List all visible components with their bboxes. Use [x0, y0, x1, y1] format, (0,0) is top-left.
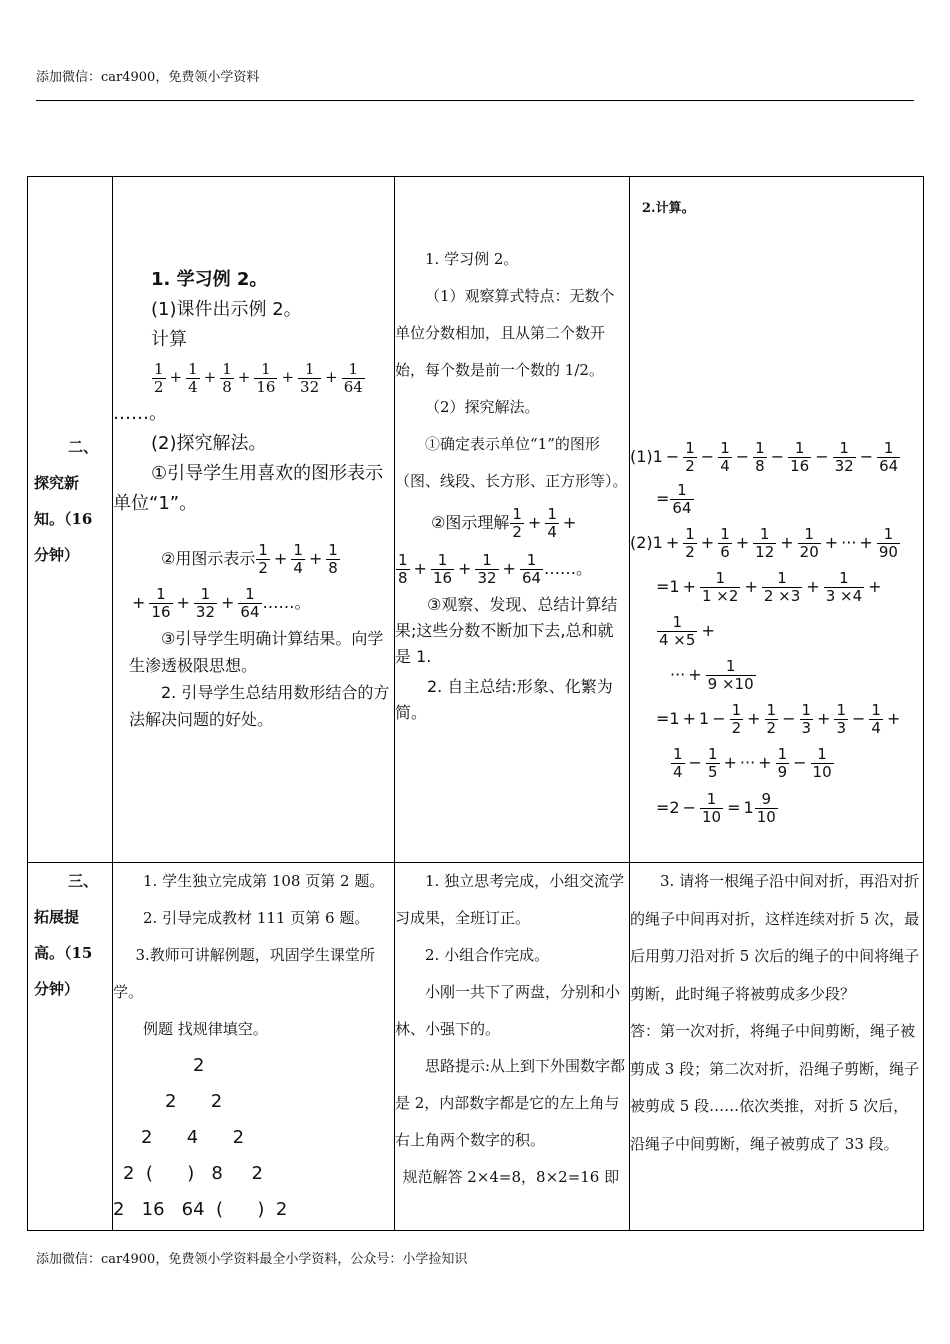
step-line: 思路提示:从上到下外围数字都是 2，内部数字都是它的左上角与右上角两个数字的积。	[395, 1057, 626, 1149]
fraction-expression: $\frac{1}{2}$ + $\frac{1}{4}$ + $\frac{1}{8}$ + $\frac{1}{16}$ + $\frac{1}{32}$ + $\frac{1}{64}$	[154, 359, 363, 396]
section-row-extend	[28, 863, 924, 1231]
teacher-activity-cell	[113, 863, 395, 1231]
teacher-activity-cell	[113, 177, 395, 863]
number-triangle-row: 2	[193, 1055, 205, 1076]
diagram-line: $\frac{1}{8}$ + $\frac{1}{16}$ + $\frac{1}{32}$ + $\frac{1}{64}$ ……。	[398, 551, 593, 587]
fraction: $\frac{1}{32}$	[300, 359, 320, 396]
page-header: 添加微信：car4900，免费领小学资料	[36, 70, 260, 85]
calc-line: =1 + 1 − $\frac{1}{2}$ + $\frac{1}{2}$ − $\frac{1}{3}$ + $\frac{1}{3}$ − $\frac{1}{4}$ +	[656, 701, 901, 737]
section-title-line: 拓展提	[34, 908, 80, 926]
board-cell	[630, 863, 924, 1231]
section-title-line: 知。（16	[34, 510, 93, 528]
step-line: ①引导学生用喜欢的图形表示单位“1”。	[113, 463, 384, 514]
fraction: $\frac{1}{4}$	[188, 359, 198, 396]
step-line: 2. 引导完成教材 111 页第 6 题。	[143, 909, 370, 927]
section-title-line: 分钟）	[34, 546, 80, 564]
fraction: $\frac{1}{8}$	[222, 359, 232, 396]
header-divider	[36, 100, 914, 101]
problem-text: 3. 请将一根绳子沿中间对折，再沿对折的绳子中间再对折，这样连续对折 5 次，最后用剪刀沿对折 5 次后的绳子的中间将绳子剪断，此时绳子将被剪成多少段？	[630, 872, 920, 1003]
step-line: ③观察、发现、总结计算结果;这些分数不断加下去,总和就是 1.	[395, 595, 618, 666]
step-line: 1. 独立思考完成，小组交流学习成果，全班订正。	[395, 872, 625, 927]
diagram-line: + $\frac{1}{16}$ + $\frac{1}{32}$ + $\frac{1}{64}$ ……。	[132, 585, 311, 621]
section-title-line: 探究新	[34, 474, 80, 492]
section-row-explore	[28, 177, 924, 863]
section-title-line: 高。（15	[34, 944, 93, 962]
calc-line: ··· + $\frac{1}{9 \times 10}$	[670, 657, 754, 693]
calc-line: =1 + $\frac{1}{1 \times 2}$ + $\frac{1}{2 \times 3}$ + $\frac{1}{3 \times 4}$ + $\frac{1}{4 \times 5}$ +	[656, 569, 882, 649]
section-title-line: 分钟）	[34, 980, 80, 998]
board-cell	[630, 177, 924, 863]
diagram-line: ②图示理解 $\frac{1}{2}$ + $\frac{1}{4}$ +	[431, 505, 577, 541]
calc-line: $\frac{1}{4}$ − $\frac{1}{5}$ + ··· + $\frac{1}{9}$ − $\frac{1}{10}$	[673, 745, 832, 781]
step-line: 2. 小组合作完成。	[425, 946, 550, 964]
step-line: ③引导学生明确计算结果。向学生渗透极限思想。	[129, 629, 384, 675]
calc-line: (1)1 − $\frac{1}{2}$ − $\frac{1}{4}$ − $\frac{1}{8}$ − $\frac{1}{16}$ − $\frac{1}{32}$ − $\frac{1}{64}$	[630, 439, 899, 475]
number-triangle-row: 2 16 64 ( ) 2	[113, 1199, 288, 1220]
step-line: （2）探究解法。	[425, 398, 540, 416]
step-line: 计算	[151, 329, 187, 350]
board-title: 2.计算。	[642, 201, 695, 216]
section-num: 二、	[68, 438, 99, 456]
number-triangle-row: 2 ( ) 8 2	[123, 1163, 263, 1184]
step-line: 1. 学生独立完成第 108 页第 2 题。	[143, 872, 385, 890]
answer-text: 答：第一次对折，将绳子中间剪断，绳子被剪成 3 段；第二次对折，沿绳子剪断，绳子被剪成 5 段……依次类推，对折 5 次后，沿绳子中间剪断，绳子被剪成了 33 段。	[630, 1022, 920, 1153]
number-triangle-row: 2 2	[165, 1091, 223, 1112]
fraction: $\frac{1}{16}$	[256, 359, 276, 396]
section-label	[28, 863, 113, 1231]
student-activity-cell	[395, 863, 630, 1231]
lesson-plan-table	[27, 176, 924, 1231]
example-title: 例题 找规律填空。	[143, 1020, 268, 1038]
page-footer: 添加微信：car4900，免费领小学资料最全小学资料，公众号：小学捡知识	[36, 1252, 468, 1267]
diagram-line: ②用图示表示 $\frac{1}{2}$ + $\frac{1}{4}$ + $\frac{1}{8}$	[161, 541, 338, 577]
step-line: ①确定表示单位“1”的图形（图、线段、长方形、正方形等）。	[395, 435, 628, 490]
step-line: 2. 引导学生总结用数形结合的方法解决问题的好处。	[129, 683, 390, 729]
fraction: $\frac{1}{64}$	[343, 359, 363, 396]
calc-line: =2 − $\frac{1}{10}$ = 1 $\frac{9}{10}$	[656, 790, 776, 826]
fraction: $\frac{1}{2}$	[154, 359, 164, 396]
step-line: ……。	[113, 403, 167, 424]
step-line: (2)探究解法。	[151, 433, 267, 454]
step-line: 规范解答 2×4=8，8×2=16 即	[402, 1168, 620, 1186]
step-line: (1)课件出示例 2。	[151, 299, 302, 320]
step-line: 1. 学习例 2。	[425, 250, 519, 268]
student-activity-cell	[395, 177, 630, 863]
step-line: （1）观察算式特点：无数个单位分数相加，且从第二个数开始，每个数是前一个数的 1/2。	[395, 287, 615, 379]
step-line: 2. 自主总结:形象、化繁为简。	[395, 677, 613, 722]
section-label	[28, 177, 113, 863]
step-title: 1. 学习例 2。	[151, 269, 268, 290]
step-line: 3.教师可讲解例题，巩固学生课堂所学。	[113, 946, 375, 1001]
step-line: 小刚一共下了两盘，分别和小林、小强下的。	[395, 983, 621, 1038]
section-num: 三、	[68, 872, 99, 890]
calc-line: (2)1 + $\frac{1}{2}$ + $\frac{1}{6}$ + $\frac{1}{12}$ + $\frac{1}{20}$ + ··· + $\frac{1}{90}$	[630, 525, 898, 561]
number-triangle-row: 2 4 2	[141, 1127, 245, 1148]
calc-line: = $\frac{1}{64}$	[656, 481, 692, 517]
